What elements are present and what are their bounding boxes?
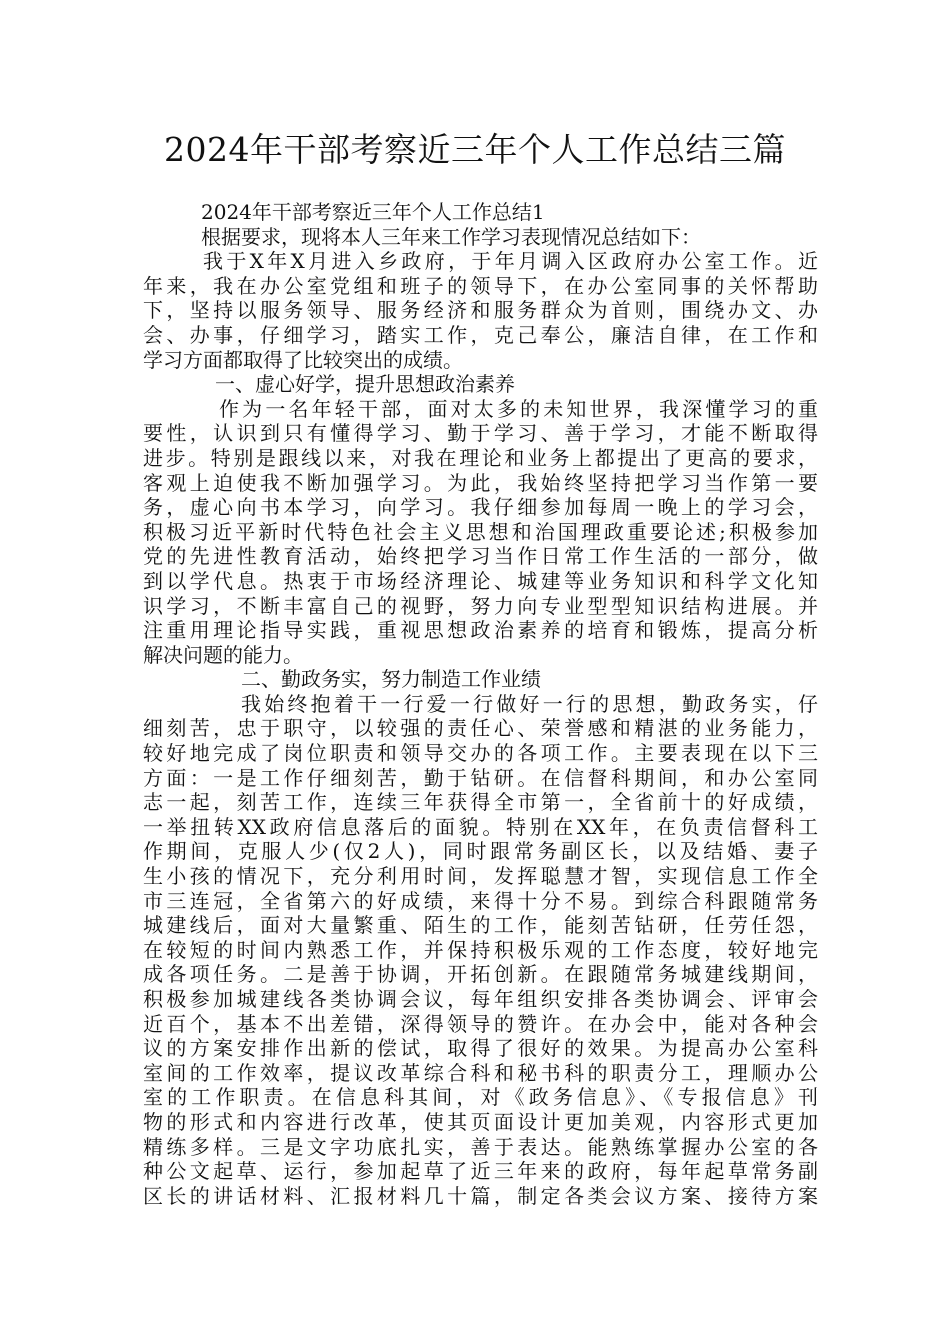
paragraph-line: 会、办事，仔细学习，踏实工作，克己奉公，廉洁自律，在工作和 [143, 322, 818, 347]
paragraph-line: 党的先进性教育活动，始终把学习当作日常工作生活的一部分，做 [143, 544, 818, 569]
paragraph-line: 下，坚持以服务领导、服务经济和服务群众为首则，围绕办文、办 [143, 298, 818, 323]
paragraph-line: 近百个，基本不出差错，深得领导的赞许。在办会中，能对各种会 [143, 1011, 818, 1036]
paragraph-line: 室的工作职责。在信息科其间，对《政务信息》、《专报信息》刊 [143, 1085, 818, 1110]
paragraph-line: 客观上迫使我不断加强学习。为此，我始终坚持把学习当作第一要 [143, 470, 818, 495]
paragraph-line: 较好地完成了岗位职责和领导交办的各项工作。主要表现在以下三 [143, 741, 818, 766]
paragraph-line: 生小孩的情况下，充分利用时间，发挥聪慧才智，实现信息工作全 [143, 864, 818, 889]
paragraph-line: 精练多样。三是文字功底扎实，善于表达。能熟练掌握办公室的各 [143, 1134, 818, 1159]
paragraph-line: 积极参加城建线各类协调会议，每年组织安排各类协调会、评审会 [143, 987, 818, 1011]
paragraph-line: 成各项任务。二是善于协调，开拓创新。在跟随常务城建线期间， [143, 962, 818, 987]
document-body [143, 200, 818, 1208]
paragraph-line: 务，虚心向书本学习，向学习。我仔细参加每周一晚上的学习会， [143, 495, 818, 520]
paragraph-line: 在较短的时间内熟悉工作，并保持积极乐观的工作态度，较好地完 [143, 937, 818, 962]
paragraph-line: 进步。特别是跟线以来，对我在理论和业务上都提出了更高的要求， [143, 445, 818, 470]
paragraph-line: 我始终抱着干一行爱一行做好一行的思想，勤政务实，仔 [241, 691, 818, 716]
paragraph-line: 市三连冠，全省第六的好成绩，来得十分不易。到综合科跟随常务 [143, 888, 818, 913]
paragraph-line: 解决问题的能力。 [143, 642, 303, 667]
paragraph-line: 城建线后，面对大量繁重、陌生的工作，能刻苦钻研，任劳任怨， [143, 913, 818, 938]
paragraph-line: 细刻苦，忠于职守，以较强的责任心、荣誉感和精湛的业务能力， [143, 716, 818, 741]
paragraph-line: 作期间，克服人少(仅2人)，同时跟常务副区长，以及结婚、妻子 [143, 839, 818, 864]
section-heading: 2024年干部考察近三年个人工作总结1 [201, 200, 545, 224]
paragraph-line: 积极习近平新时代特色社会主义思想和治国理政重要论述;积极参加 [143, 519, 818, 544]
paragraph-line: 一举扭转XX政府信息落后的面貌。特别在XX年，在负责信督科工 [143, 814, 818, 839]
paragraph-line: 到以学代息。热衷于市场经济理论、城建等业务知识和科学文化知 [143, 568, 818, 593]
paragraph-line: 区长的讲话材料、汇报材料几十篇，制定各类会议方案、接待方案 [143, 1183, 818, 1208]
paragraph-line: 识学习，不断丰富自己的视野，努力向专业型型知识结构进展。并 [143, 593, 818, 618]
section-heading: 一、虚心好学，提升思想政治素养 [215, 372, 515, 397]
paragraph-line: 注重用理论指导实践，重视思想政治素养的培育和锻炼，提高分析 [143, 618, 818, 643]
paragraph-line: 议的方案安排作出新的偿试，取得了很好的效果。为提高办公室科 [143, 1036, 818, 1061]
paragraph-line: 室间的工作效率，提议改革综合科和秘书科的职责分工，理顺办公 [143, 1060, 818, 1085]
section-heading: 二、勤政务实，努力制造工作业绩 [241, 667, 541, 692]
paragraph-line: 根据要求，现将本人三年来工作学习表现情况总结如下： [201, 224, 701, 249]
paragraph-line: 志一起，刻苦工作，连续三年获得全市第一，全省前十的好成绩， [143, 790, 818, 815]
paragraph-line: 学习方面都取得了比较突出的成绩。 [143, 347, 463, 372]
paragraph-line: 要性，认识到只有懂得学习、勤于学习、善于学习，才能不断取得 [143, 421, 818, 446]
paragraph-line: 年来，我在办公室党组和班子的领导下，在办公室同事的关怀帮助 [143, 273, 818, 298]
paragraph-line: 物的形式和内容进行改革，使其页面设计更加美观，内容形式更加 [143, 1109, 818, 1134]
paragraph-line: 作为一名年轻干部，面对太多的未知世界，我深懂学习的重 [219, 396, 818, 421]
paragraph-line: 我于X年X月进入乡政府，于年月调入区政府办公室工作。近 [203, 249, 818, 274]
paragraph-line: 方面：一是工作仔细刻苦，勤于钻研。在信督科期间，和办公室同 [143, 765, 818, 790]
paragraph-line: 种公文起草、运行，参加起草了近三年来的政府，每年起草常务副 [143, 1159, 818, 1184]
document-title: 2024年干部考察近三年个人工作总结三篇 [164, 130, 786, 169]
